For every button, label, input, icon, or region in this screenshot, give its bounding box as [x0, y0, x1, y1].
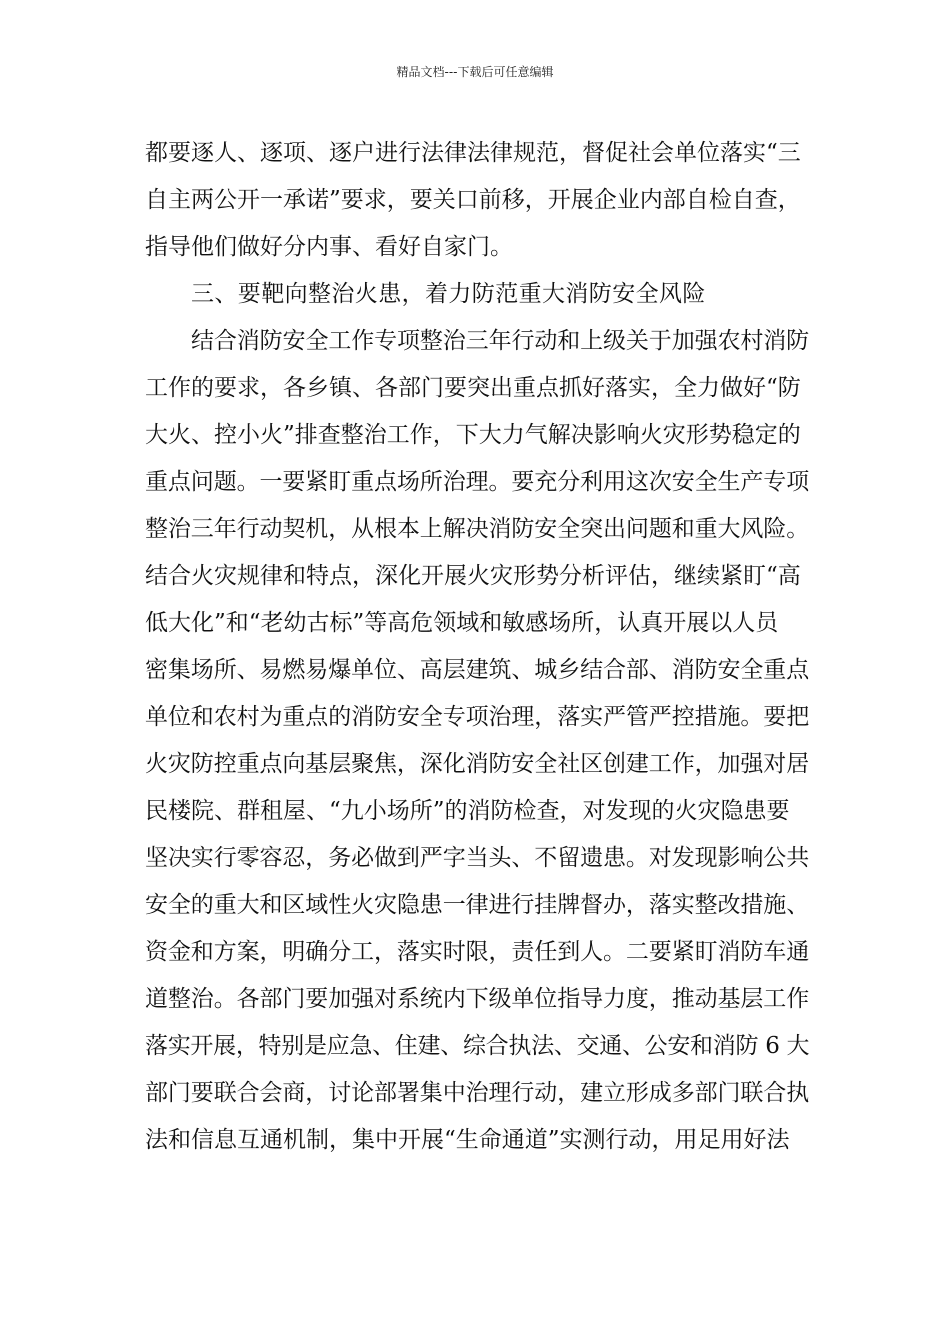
body-line-7: 大火、控小火”排查整治工作，下大力气解决影响火灾形势稳定的: [145, 422, 801, 448]
body-line-20: 落实开展，特别是应急、住建、综合执法、交通、公安和消防 6 大: [145, 1033, 810, 1059]
body-line-9: 整治三年行动契机，从根本上解决消防安全突出问题和重大风险。: [145, 516, 810, 542]
body-line-12: 密集场所、易燃易爆单位、高层建筑、城乡结合部、消防安全重点: [145, 657, 810, 683]
body-line-15: 民楼院、群租屋、“九小场所”的消防检查，对发现的火灾隐患要: [145, 798, 790, 824]
body-line-13: 单位和农村为重点的消防安全专项治理，落实严管严控措施。要把: [145, 704, 810, 730]
body-line-21: 部门要联合会商，讨论部署集中治理行动，建立形成多部门联合执: [145, 1080, 810, 1106]
body-line-8: 重点问题。一要紧盯重点场所治理。要充分利用这次安全生产专项: [145, 469, 810, 495]
body-line-2: 自主两公开一承诺”要求，要关口前移，开展企业内部自检自查，: [145, 187, 801, 213]
body-line-16: 坚决实行零容忍，务必做到严字当头、不留遗患。对发现影响公共: [145, 845, 810, 871]
page-header: 精品文档---下载后可任意编辑: [396, 65, 554, 79]
body-line-5: 结合消防安全工作专项整治三年行动和上级关于加强农村消防: [191, 328, 810, 354]
body-line-10: 结合火灾规律和特点，深化开展火灾形势分析评估，继续紧盯“高: [145, 563, 801, 589]
body-line-18: 资金和方案，明确分工，落实时限，责任到人。二要紧盯消防车通: [145, 939, 810, 965]
body-line-6: 工作的要求，各乡镇、各部门要突出重点抓好落实，全力做好“防: [145, 375, 801, 401]
body-line-14: 火灾防控重点向基层聚焦，深化消防安全社区创建工作，加强对居: [145, 751, 810, 777]
body-line-22: 法和信息互通机制，集中开展“生命通道”实测行动，用足用好法: [145, 1127, 790, 1153]
section-heading: 三、要靶向整治火患，着力防范重大消防安全风险: [191, 281, 706, 307]
body-line-1: 都要逐人、逐项、逐户进行法律法律规范，督促社会单位落实“三: [145, 140, 801, 166]
document-body: [145, 130, 809, 1164]
body-line-11: 低大化”和“老幼古标”等高危领域和敏感场所，认真开展以人员: [145, 610, 779, 636]
body-line-17: 安全的重大和区域性火灾隐患一律进行挂牌督办，落实整改措施、: [145, 892, 810, 918]
body-line-3: 指导他们做好分内事、看好自家门。: [145, 234, 513, 260]
body-line-19: 道整治。各部门要加强对系统内下级单位指导力度，推动基层工作: [145, 986, 810, 1012]
